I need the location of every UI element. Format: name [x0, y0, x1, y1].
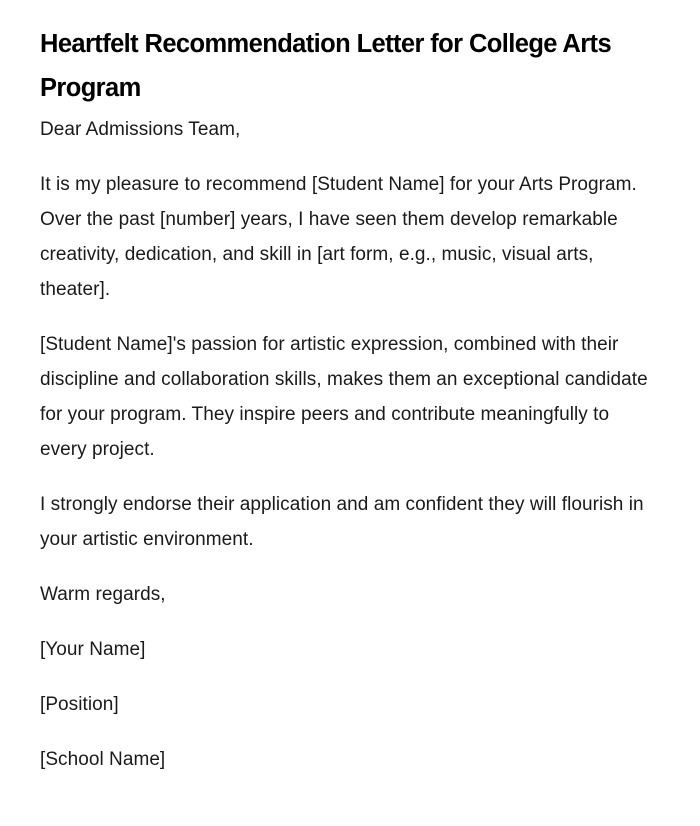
signature-position: [Position] [40, 694, 119, 715]
salutation: Dear Admissions Team, [40, 119, 241, 140]
signature-school: [School Name] [40, 749, 166, 770]
body-paragraph-qualities: [Student Name]'s passion for artistic expression, combined with their discipline and collaboration skills, makes them an exceptional candidate for your program. They inspire peers and contribute meaningfully to every project. [40, 334, 648, 460]
closing: Warm regards, [40, 584, 166, 605]
letter-title: Heartfelt Recommendation Letter for College Arts Program [40, 30, 612, 102]
body-paragraph-endorsement: I strongly endorse their application and am confident they will flourish in your artistic environment. [40, 494, 644, 550]
signature-name: [Your Name] [40, 639, 146, 660]
body-paragraph-intro: It is my pleasure to recommend [Student Name] for your Arts Program. Over the past [number] years, I have seen them develop remarkable creativity, dedication, and skill in [art form, e.g., music, visual arts, theater]. [40, 174, 637, 300]
